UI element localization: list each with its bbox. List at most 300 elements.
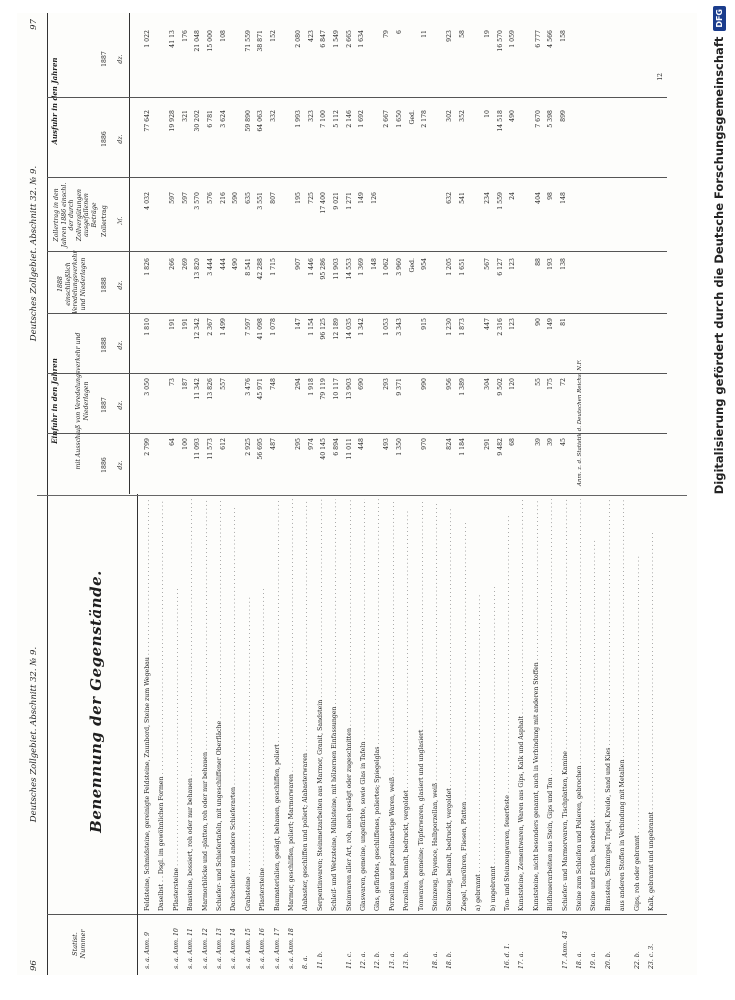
table-cell: 907: [295, 258, 303, 270]
table-row: [269, 13, 278, 494]
table-row: [474, 494, 483, 975]
row-description: Marmorblöcke und -platten, roh oder nur behauen . . .: [201, 499, 210, 911]
table-cell: 138: [559, 258, 567, 270]
table-cell: 444: [219, 258, 227, 270]
table-cell: 1 651: [459, 258, 466, 276]
table-cell: 2 799: [144, 438, 151, 456]
table-row: [156, 13, 165, 494]
table-row: [633, 494, 642, 975]
row-number: s. a. Anm. 18: [288, 928, 295, 969]
table-cell: 123: [509, 258, 517, 270]
table-cell: 175: [547, 378, 555, 390]
left-page-number: 96: [29, 960, 39, 971]
footnote: Anm. z. d. Statistik d. Deutschen Reichs. N.F.: [577, 359, 583, 486]
row-number: s. a. Anm. 15: [244, 928, 252, 969]
table-row: [345, 494, 354, 975]
row-number: 13. a.: [388, 951, 396, 969]
table-cell: 490: [232, 258, 240, 270]
row-number: s. a. Anm. 12: [201, 928, 209, 969]
table-cell: 404: [534, 192, 542, 204]
table-cell: 193: [547, 258, 555, 270]
table-cell: 1 918: [307, 378, 315, 396]
row-description: Steinzeug, bemalt, bedruckt, vergoldet . . .: [445, 499, 454, 911]
table-cell: 576: [207, 192, 214, 204]
table-row: [503, 494, 512, 975]
table-cell: 1 350: [396, 438, 403, 456]
left-page: [17, 494, 697, 975]
table-cell: 1 873: [459, 318, 466, 336]
table-cell: 216: [219, 192, 227, 204]
row-number: 19. a.: [590, 951, 598, 969]
row-description: Ziegel, Tonröhren, Fliesen, Platten . . .: [460, 499, 469, 911]
table-cell: 1 022: [144, 30, 151, 48]
table-cell: 64: [169, 438, 177, 446]
table-cell: 148: [370, 258, 378, 270]
table-cell: 923: [446, 30, 454, 42]
table-row: [483, 13, 492, 494]
table-cell: 352: [459, 110, 466, 122]
row-number: 12. b.: [374, 951, 382, 969]
table-cell: 38 871: [257, 30, 265, 52]
table-cell: 6 777: [534, 30, 542, 48]
table-row: [521, 13, 530, 494]
table-cell: 3 960: [396, 258, 403, 276]
table-cell: 79 119: [320, 378, 328, 400]
table-row: [330, 494, 339, 975]
table-cell: 8 541: [244, 258, 252, 276]
table-cell: Ged.: [408, 110, 416, 125]
row-number: 11. b.: [316, 951, 324, 969]
table-cell: 100: [181, 438, 189, 450]
table-cell: 41 098: [257, 318, 265, 340]
table-cell: 447: [484, 318, 492, 330]
table-cell: 2 080: [295, 30, 303, 48]
table-row: [458, 13, 467, 494]
table-cell: 21 048: [194, 30, 202, 52]
table-cell: 187: [181, 378, 189, 390]
row-number: s. a. Anm. 10: [172, 928, 180, 969]
table-row: [143, 494, 152, 975]
table-cell: 1 369: [358, 258, 366, 276]
table-row: [332, 13, 341, 494]
table-cell: 45 971: [257, 378, 265, 400]
row-description: Glaswaren, gemeine, ungefärbte, sowie Glas in Tafeln . . .: [359, 499, 368, 911]
row-description: Pflastersteine . . .: [258, 499, 267, 911]
table-cell: 98: [547, 192, 555, 200]
table-row: [357, 13, 366, 494]
right-header-rule: [47, 13, 48, 494]
table-row: [258, 494, 267, 975]
sub-header-einfuhr: mit Ausschluß von Veredelungsverkehr und Niederlagen: [75, 332, 90, 470]
table-row: [561, 494, 570, 975]
table-row: [219, 13, 228, 494]
row-description: Steinzeug, Fayence, Halbporzellan, weiß . . .: [431, 499, 440, 911]
table-row: [186, 494, 195, 975]
table-cell: 597: [169, 192, 177, 204]
left-header-rule: [47, 494, 48, 975]
scanned-page: [17, 13, 697, 975]
table-cell: 6 894: [333, 438, 340, 456]
right-running-title: Deutsches Zollgebiet. Abschnitt 32. № 9.: [29, 165, 39, 342]
table-cell: 1 078: [270, 318, 277, 336]
table-row: [201, 494, 210, 975]
row-number: 18. a.: [432, 951, 439, 969]
right-heading-rule: [129, 13, 130, 494]
table-row: [345, 13, 354, 494]
table-cell: 17 400: [320, 192, 328, 214]
table-cell: 1 053: [383, 318, 391, 336]
column-header-statist-number: Statist. Nummer: [71, 929, 87, 959]
table-cell: 304: [484, 378, 492, 390]
table-cell: Ged.: [408, 258, 416, 273]
table-cell: 6 127: [496, 258, 504, 276]
table-row: [168, 13, 177, 494]
table-cell: 332: [270, 110, 277, 122]
table-cell: 3 343: [396, 318, 403, 336]
table-cell: 590: [232, 192, 240, 204]
table-cell: 9 502: [496, 378, 504, 396]
table-cell: 11 573: [207, 438, 214, 460]
table-cell: 1 810: [144, 318, 151, 336]
row-number: s. a. Anm. 13: [216, 928, 223, 969]
table-cell: 126: [370, 192, 378, 204]
table-cell: 13 826: [207, 378, 214, 400]
table-row: [471, 13, 480, 494]
row-number: s. a. Anm. 17: [273, 928, 281, 969]
row-number: 11. c.: [345, 951, 353, 969]
unit-label: dz.: [117, 280, 124, 290]
table-cell: 12 342: [194, 318, 202, 340]
table-cell: 10: [484, 110, 492, 118]
table-cell: 191: [169, 318, 177, 330]
row-description: Steinwaren aller Art, roh, auch gesägt oder zugeschnitten . . .: [345, 499, 354, 911]
row-number: 18. a.: [576, 951, 583, 969]
row-number: s. a. Anm. 11: [187, 928, 195, 969]
row-number: 16. d. 1.: [504, 943, 511, 969]
table-cell: 899: [559, 110, 567, 122]
table-cell: 1 205: [446, 258, 454, 276]
row-description: Dachschiefer und andere Schieferarten . . .: [229, 499, 238, 911]
page-fold: [37, 495, 687, 496]
table-row: [532, 494, 541, 975]
unit-label: dz.: [117, 400, 124, 410]
year-header: Zollertrag: [101, 205, 108, 237]
row-number: 12. a.: [360, 951, 367, 969]
table-cell: 147: [295, 318, 303, 330]
table-cell: 9 371: [396, 378, 403, 396]
page-foot-number: 12: [657, 73, 664, 81]
table-row: [273, 494, 282, 975]
table-cell: 6 781: [207, 110, 214, 128]
table-cell: 13 903: [345, 378, 353, 400]
table-cell: 45: [559, 438, 567, 446]
table-row: [294, 13, 303, 494]
row-number: 18. b.: [446, 951, 454, 969]
row-description: Kunststeine, Zementwaren, Waren aus Gips, Kalk und Asphalt . . .: [517, 499, 526, 911]
table-cell: 19: [484, 30, 492, 38]
table-cell: 597: [181, 192, 189, 204]
table-cell: 1 715: [270, 258, 277, 276]
table-cell: 158: [559, 30, 567, 42]
row-number: s. a. Anm. 14: [230, 928, 238, 969]
table-cell: 149: [358, 192, 366, 204]
table-row: [546, 13, 555, 494]
table-cell: 294: [295, 378, 303, 390]
table-cell: 974: [307, 438, 315, 450]
table-row: [229, 494, 238, 975]
table-row: [508, 13, 517, 494]
table-cell: 96 125: [320, 318, 328, 340]
row-description: Schiefer- und Schiefertafeln, mit ungeschliffener Oberfläche . . .: [215, 499, 224, 911]
row-number: 23. c. 3.: [648, 943, 655, 969]
table-cell: 1 446: [307, 258, 315, 276]
table-cell: 541: [459, 192, 466, 204]
table-cell: 149: [547, 318, 555, 330]
row-number: s. a. Anm. 16: [259, 928, 267, 969]
row-description: Daselbst . . Dsgl. im gewöhnlichen Formen . . .: [157, 499, 166, 911]
row-number: 20. b.: [604, 951, 612, 969]
year-header: 1887: [101, 397, 108, 413]
table-cell: 1 271: [345, 192, 353, 210]
row-description: Alabaster, geschliffen und poliert; Alabasterwaren . . .: [301, 499, 310, 911]
table-cell: 234: [484, 192, 492, 204]
row-description: Porzellan und porzellanartige Waren, weiß . . .: [388, 499, 397, 911]
table-cell: 3 570: [194, 192, 202, 210]
table-cell: 14 553: [345, 258, 353, 280]
table-cell: 1 559: [496, 192, 504, 210]
table-cell: 30 202: [194, 110, 202, 132]
table-row: [489, 494, 498, 975]
year-header: 1886: [101, 131, 108, 147]
table-cell: 176: [181, 30, 189, 42]
table-cell: 11 011: [345, 438, 353, 460]
table-row: [420, 13, 429, 494]
table-cell: 5 398: [547, 110, 555, 128]
row-description: Bimsstein, Schmirgel, Tripel, Kreide, Sand und Kies . . .: [604, 499, 613, 911]
zollertrag-header: Zollertrag in den Jahren 1886 einschl. der durch Zollvergütungen ausgefallenen Beträge: [53, 182, 98, 248]
table-cell: 12 189: [333, 318, 340, 340]
table-cell: 148: [559, 192, 567, 204]
table-cell: 95 286: [320, 258, 328, 280]
table-cell: 59 890: [244, 110, 252, 132]
table-row: [215, 494, 224, 975]
table-row: [445, 13, 454, 494]
table-row: [143, 13, 152, 494]
table-cell: 81: [559, 318, 567, 326]
digitization-stamp: [707, 6, 731, 996]
left-heading-rule: [137, 494, 138, 975]
table-cell: 954: [421, 258, 429, 270]
table-row: [382, 13, 391, 494]
table-cell: 807: [270, 192, 277, 204]
table-cell: 7 597: [244, 318, 252, 336]
table-row: [431, 494, 440, 975]
right-page-number: 97: [29, 19, 39, 30]
table-cell: 956: [446, 378, 454, 390]
table-cell: 195: [295, 192, 303, 204]
table-row: [445, 494, 454, 975]
table-cell: 1 184: [459, 438, 466, 456]
table-row: [193, 13, 202, 494]
table-cell: 90: [534, 318, 542, 326]
stamp-rotor: [707, 6, 731, 996]
table-cell: 3 476: [244, 378, 252, 396]
table-row: [319, 13, 328, 494]
row-description: Porzellan, bemalt, bedruckt, vergoldet . . .: [402, 499, 411, 911]
table-row: [517, 494, 526, 975]
table-cell: 3 624: [219, 110, 227, 128]
table-row: [359, 494, 368, 975]
table-cell: 58: [459, 30, 466, 38]
table-row: [316, 494, 325, 975]
table-cell: 2 146: [345, 110, 353, 128]
table-cell: 10 117: [333, 378, 340, 400]
row-description: Schiefer- und Marmorwaren, Tischplatten, Kamine . . .: [561, 499, 570, 911]
table-cell: 24: [509, 192, 517, 200]
table-cell: 2 178: [421, 110, 429, 128]
table-row: [589, 494, 598, 975]
row-description: a) gebrannt . . .: [474, 499, 483, 911]
row-number: 17. a.: [518, 951, 526, 969]
table-cell: 7 100: [320, 110, 328, 128]
table-row: [244, 494, 253, 975]
row-description: Steine und Erden, bearbeitet . . .: [589, 499, 598, 911]
row-description: Steine zum Schleifen und Polieren, gebrochen . . .: [575, 499, 584, 911]
left-column-divider: [47, 914, 667, 915]
table-cell: 557: [219, 378, 227, 390]
right-running-header: [29, 13, 45, 494]
table-cell: 3 444: [207, 258, 214, 276]
table-cell: 5 112: [333, 110, 340, 128]
unit-label: dz.: [117, 54, 124, 64]
right-page: [17, 13, 697, 494]
table-cell: 1 230: [446, 318, 454, 336]
table-cell: 42 288: [257, 258, 265, 280]
table-cell: 690: [358, 378, 366, 390]
table-row: [408, 13, 417, 494]
table-cell: 39: [547, 438, 555, 446]
table-cell: 11 093: [194, 438, 202, 460]
table-cell: 68: [509, 438, 517, 446]
table-row: [307, 13, 316, 494]
table-row: [181, 13, 190, 494]
row-description: Ton- und Steinzeugwaren, feuerfeste . . .: [503, 499, 512, 911]
table-cell: 14 518: [496, 110, 504, 132]
table-cell: 295: [295, 438, 303, 450]
table-cell: 13 820: [194, 258, 202, 280]
table-cell: 79: [383, 30, 391, 38]
row-number: 22. b.: [633, 951, 641, 969]
year-header: 1888: [101, 337, 108, 353]
table-cell: 1 993: [295, 110, 303, 128]
table-row: [604, 494, 613, 975]
table-row: [546, 494, 555, 975]
table-cell: 120: [509, 378, 517, 390]
table-cell: 39: [534, 438, 542, 446]
table-row: [559, 13, 568, 494]
unit-label: dz.: [117, 340, 124, 350]
rotated-spread: [17, 13, 697, 975]
table-cell: 1 389: [459, 378, 466, 396]
table-cell: 4 032: [144, 192, 151, 210]
table-cell: 321: [181, 110, 189, 122]
table-row: [618, 494, 627, 975]
table-cell: 632: [446, 192, 454, 204]
unit-label: dz.: [117, 134, 124, 144]
table-row: [244, 13, 253, 494]
table-cell: 1 499: [219, 318, 227, 336]
table-cell: 3 050: [144, 378, 151, 396]
table-cell: 448: [358, 438, 366, 450]
table-cell: 73: [169, 378, 177, 386]
row-description: b) ungebrannt . . .: [489, 499, 498, 911]
row-description: Grabsteine . . .: [244, 499, 253, 911]
row-description: Tonwaren, gemeine; Töpferwaren, glasiert und unglasiert . . .: [417, 499, 426, 911]
table-row: [287, 494, 296, 975]
table-row: [282, 13, 291, 494]
table-cell: 915: [421, 318, 429, 330]
table-cell: 1 342: [358, 318, 366, 336]
table-cell: 11: [421, 30, 429, 38]
row-number: 13. b.: [403, 951, 411, 969]
row-number: 17. Anm. 43: [561, 931, 569, 969]
table-row: [373, 494, 382, 975]
table-cell: 1 650: [396, 110, 403, 128]
table-cell: 490: [509, 110, 517, 122]
table-row: [647, 494, 656, 975]
row-description: Serpentinwaren; Steinmetzarbeiten aus Marmor, Granit, Sandstein . . .: [316, 499, 325, 911]
table-cell: 291: [484, 438, 492, 450]
table-cell: 4 566: [547, 30, 555, 48]
table-cell: 11 903: [333, 258, 340, 280]
table-cell: 266: [169, 258, 177, 270]
dfg-logo: DFG: [713, 6, 726, 31]
row-description: Feldsteine, Schmidsteine, gereinigte Feldsteine, Zaunbord, Steine zum Wegebau . . .: [143, 499, 152, 911]
table-cell: 1 154: [307, 318, 315, 336]
stamp-text: Digitalisierung gefördert durch die Deutsche Forschungsgemeinschaft: [712, 36, 726, 495]
year-header: 1886: [101, 457, 108, 473]
table-cell: 1 059: [509, 30, 517, 48]
table-cell: 9 021: [333, 192, 340, 210]
table-row: [301, 494, 310, 975]
table-cell: 3 551: [257, 192, 265, 210]
table-cell: 2 367: [207, 318, 214, 336]
left-running-title: Deutsches Zollgebiet. Abschnitt 32. № 9.: [29, 646, 39, 823]
table-row: [157, 494, 166, 975]
table-cell: 487: [270, 438, 277, 450]
row-description: Bausteine, bossiert, roh oder nur behauen . . .: [186, 499, 195, 911]
table-row: [370, 13, 379, 494]
unit-label: dz.: [117, 460, 124, 470]
table-cell: 6 847: [320, 30, 328, 48]
table-cell: 152: [270, 30, 277, 42]
left-column-headings: [49, 494, 137, 975]
table-row: [402, 494, 411, 975]
table-cell: 77 642: [144, 110, 151, 132]
table-cell: 6: [396, 30, 403, 34]
table-cell: 1 826: [144, 258, 151, 276]
column-header-designation: Benennung der Gegenstände.: [87, 570, 105, 833]
table-cell: 56 695: [257, 438, 265, 460]
table-cell: 123: [509, 318, 517, 330]
table-row: [417, 494, 426, 975]
row-description: Marmor, geschliffen, poliert; Marmorwaren . . .: [287, 499, 296, 911]
table-cell: 108: [219, 30, 227, 42]
table-cell: 2 665: [345, 30, 353, 48]
table-row: [460, 494, 469, 975]
table-cell: 824: [446, 438, 454, 450]
table-cell: 2 925: [244, 438, 252, 456]
